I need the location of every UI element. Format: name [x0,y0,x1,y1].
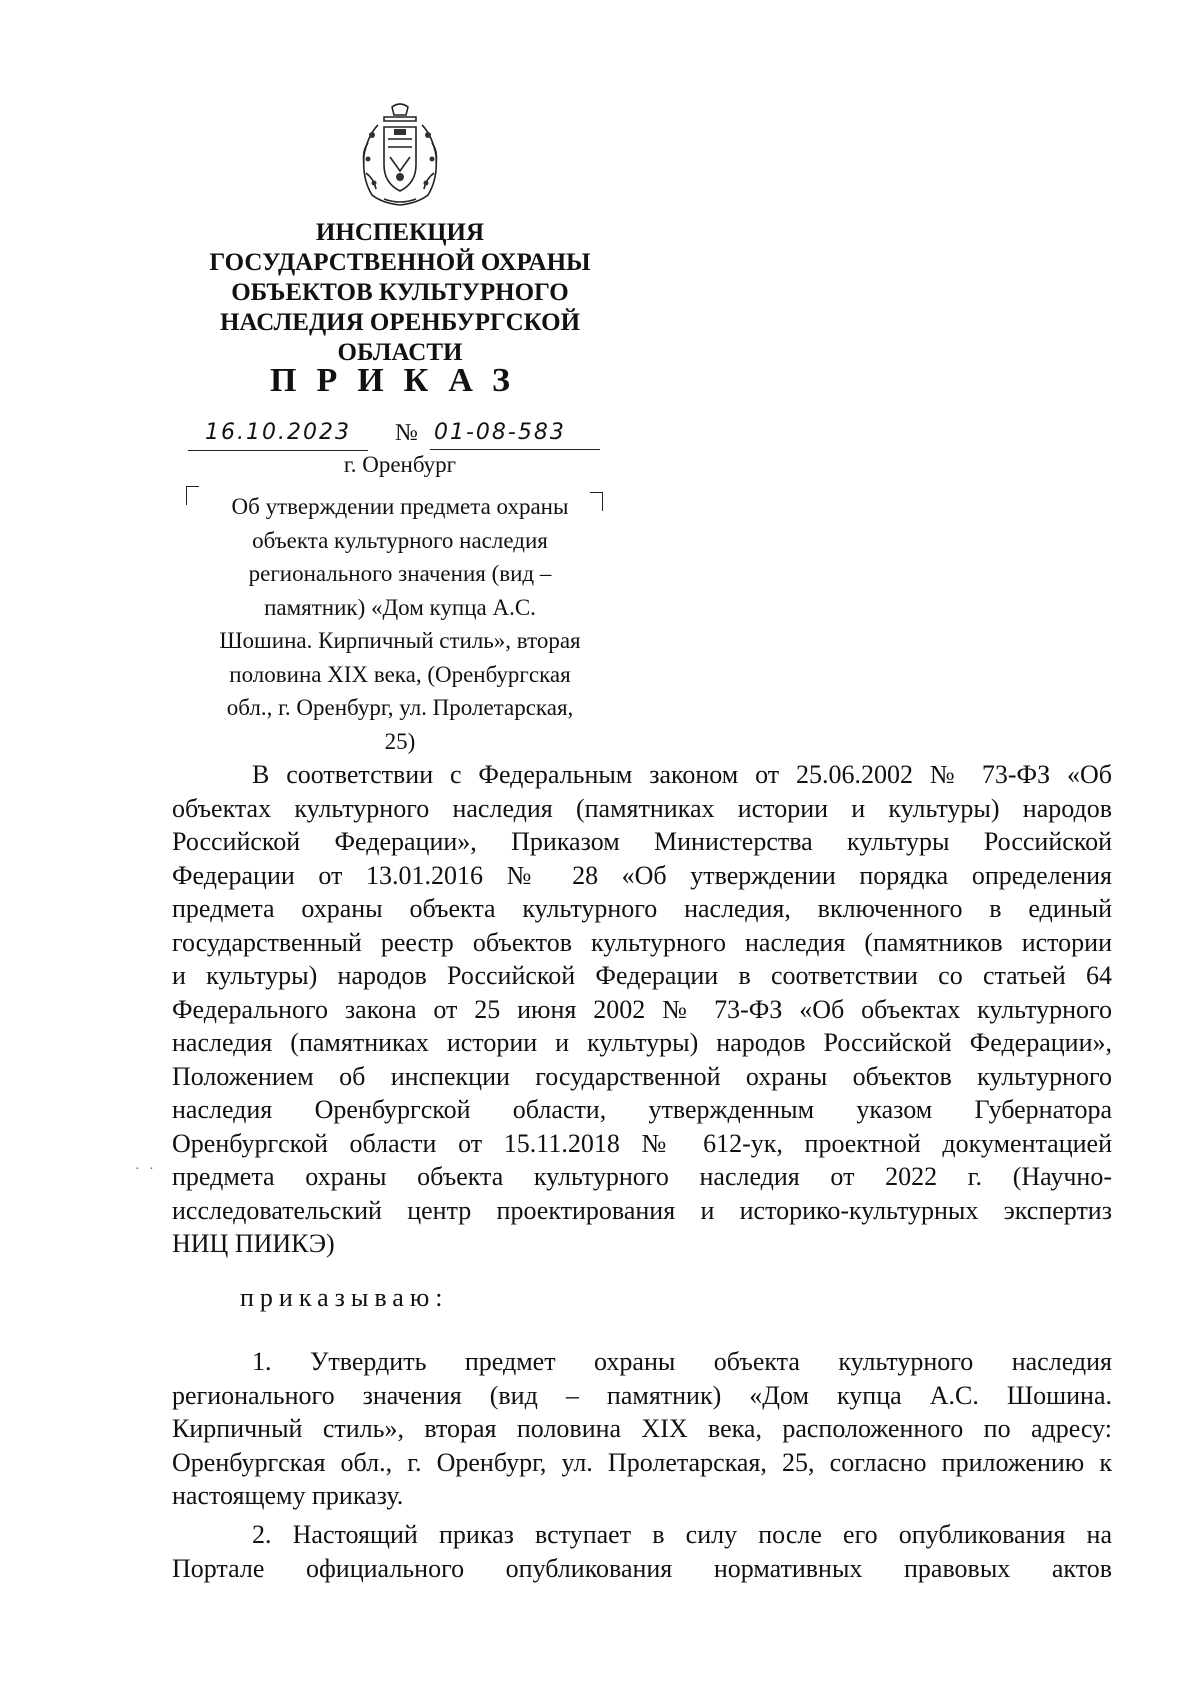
order-date: 16.10.2023 [188,416,368,451]
subject-line: 25) [384,728,416,754]
preamble-line: наследия Оренбургской области, утвержденным указом Губернатора [172,1095,1112,1124]
preamble-line: и культуры) народов Российской Федерации в соответствии со статьей 64 [172,961,1112,990]
preamble-paragraph [172,758,1112,1261]
subject-line: объекта культурного наследия [252,527,548,553]
preamble-line: объектах культурного наследия (памятниках истории и культуры) народов [172,793,1112,823]
subject-line: памятник) «Дом купца А.С. [264,594,536,620]
preamble-line: В соответствии с Федеральным законом от 25.06.2002 № 73-ФЗ «Об [252,760,1112,789]
order-item-2 [172,1518,1112,1585]
document-type-title: ПРИКАЗ [270,362,530,399]
preamble-line: НИЦ ПИИКЭ) [172,1229,335,1258]
subject-line: Об утверждении предмета охраны [231,494,569,519]
subject-line: регионального значения (вид – [248,561,552,586]
subject-line: половина XIX века, (Оренбургская [229,661,571,687]
item-line: 2. Настоящий приказ вступает в силу после его опубликования на [252,1520,1112,1549]
org-line: ИНСПЕКЦИЯ [315,219,485,246]
preamble-line: исследовательский центр проектирования и историко-культурных экспертиз [172,1195,1112,1225]
preamble-line: Федерального закона от 25 июня 2002 № 73-ФЗ «Об объектах культурного [172,994,1112,1024]
preamble-line: государственный реестр объектов культурного наследия (памятников истории [172,927,1112,957]
preamble-line: Оренбургской области от 15.11.2018 № 612-ук, проектной документацией [172,1128,1112,1158]
order-number: 01-08-583 [430,416,600,450]
subject-line: Шошина. Кирпичный стиль», вторая [219,628,581,653]
issuing-organization [180,218,620,368]
preamble-line: предмета охраны объекта культурного наследия от 2022 г. (Научно- [172,1162,1112,1191]
order-subject [195,490,605,758]
coat-of-arms-emblem [354,103,446,207]
preamble-line: предмета охраны объекта культурного наследия, включенного в единый [172,894,1112,923]
item-line: настоящему приказу. [172,1481,404,1510]
preamble-line: наследия (памятниках истории и культуры) народов Российской Федерации», [172,1028,1112,1057]
preamble-line: Федерации от 13.01.2016 № 28 «Об утверждении порядка определения [172,860,1112,890]
order-item-1 [172,1345,1112,1513]
item-line: регионального значения (вид – памятник) «Дом купца А.С. Шошина. [172,1380,1112,1410]
margin-marks: · · [135,1162,157,1177]
org-line: НАСЛЕДИЯ ОРЕНБУРГСКОЙ [219,309,581,336]
item-line: Портале официального опубликования нормативных правовых актов [172,1553,1112,1583]
city-of-issue: г. Оренбург [343,452,457,477]
preamble-line: Российской Федерации», Приказом Министерства культуры Российской [172,827,1112,856]
subject-line: обл., г. Оренбург, ул. Пролетарская, [226,695,574,720]
item-line: Кирпичный стиль», вторая половина XIX века, расположенного по адресу: [172,1414,1112,1443]
org-line: ГОСУДАРСТВЕННОЙ ОХРАНЫ [209,249,591,276]
order-number-label: № [395,420,418,446]
org-line: ОБЛАСТИ [337,339,463,366]
order-operative-word: приказываю: [240,1283,449,1312]
preamble-line: Положением об инспекции государственной охраны объектов культурного [172,1061,1112,1091]
item-line: Оренбургская обл., г. Оренбург, ул. Пролетарская, 25, согласно приложению к [172,1447,1112,1477]
org-line: ОБЪЕКТОВ КУЛЬТУРНОГО [231,279,569,306]
item-line: 1. Утвердить предмет охраны объекта культурного наследия [252,1347,1112,1376]
